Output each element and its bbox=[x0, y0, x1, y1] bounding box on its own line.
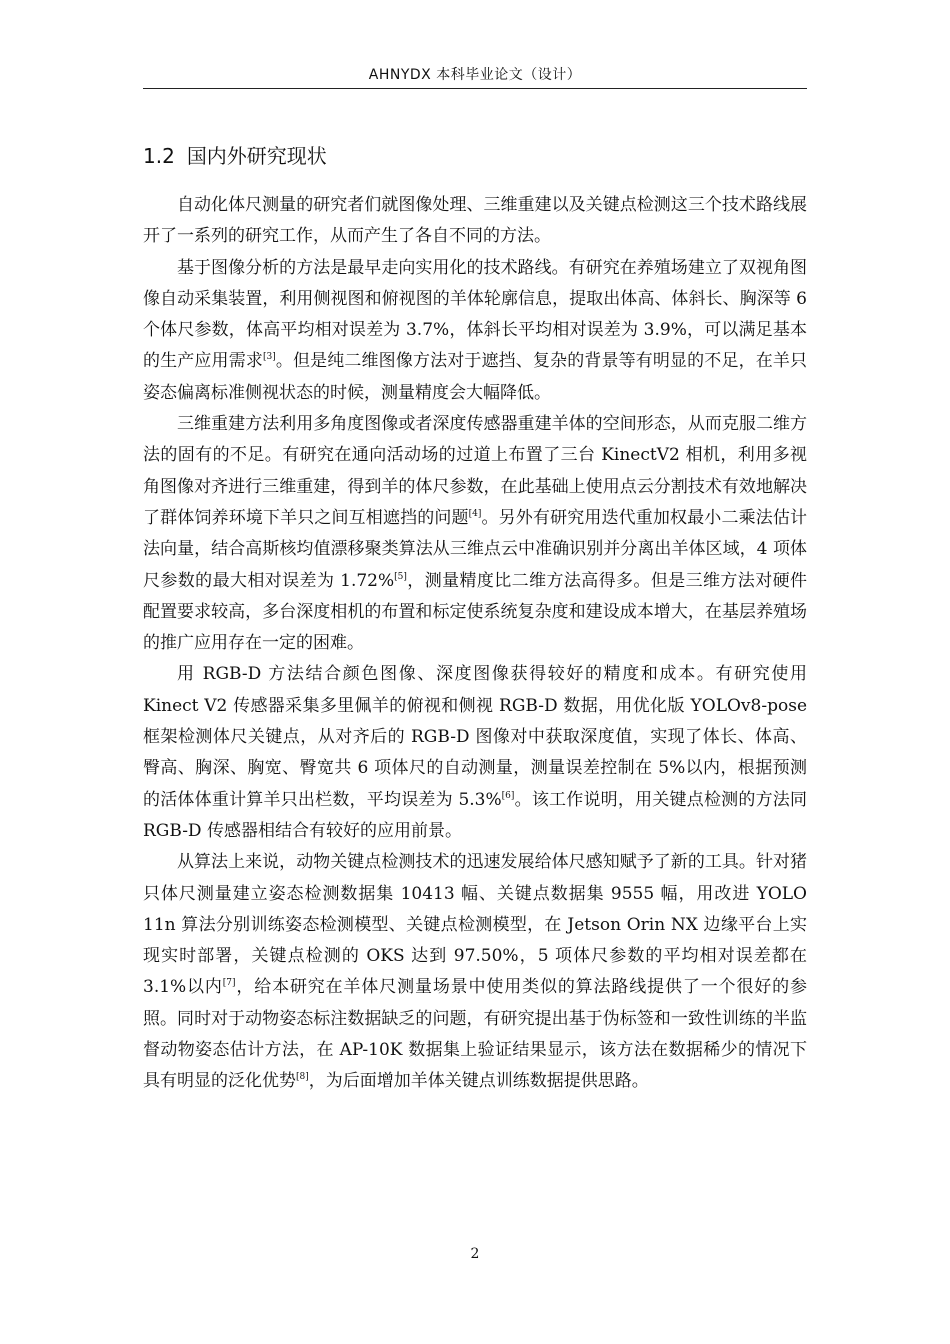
paragraph-text: ，给本研究在羊体尺测量场景中使用类似的算法路线提供了一个很好的参照。同时对于动物姿态标注数据缺乏的问题，有研究提出基于伪标签和一致性训练的半监督动物姿态估计方法，在 AP-10K 数据集上验证结果显示，该方法在数据稀少的情况下具有明显的泛化优势 bbox=[143, 977, 807, 1092]
running-header: AHNYDX 本科毕业论文（设计） bbox=[368, 67, 582, 83]
section-number: 1.2 bbox=[143, 144, 175, 168]
paragraph-text: 。另外有研究用迭代重加权最小二乘法估计法向量，结合高斯核均值漂移聚类算法从三维点云中准确识别并分离出羊体区域，4 项体尺参数的最大相对误差为 1.72% bbox=[143, 507, 807, 591]
citation: [4] bbox=[468, 508, 482, 519]
citation: [8] bbox=[296, 1072, 309, 1083]
citation: [5] bbox=[394, 571, 407, 582]
paragraph-text: ，为后面增加羊体关键点训练数据提供思路。 bbox=[308, 1071, 649, 1092]
section-title: 国内外研究现状 bbox=[186, 144, 327, 168]
section-heading bbox=[143, 140, 327, 169]
paragraph-text: 。但是纯二维图像方法对于遮挡、复杂的背景等有明显的不足，在羊只姿态偏离标准侧视状态的时候，测量精度会大幅降低。 bbox=[143, 351, 808, 403]
citation: [3] bbox=[262, 352, 276, 363]
paragraph-text: 三维重建方法利用多角度图像或者深度传感器重建羊体的空间形态，从而克服二维方法的固有的不足。有研究在通向活动场的过道上布置了三台 KinectV2 相机，利用多视角图像对齐进行三维重建，得到羊的体尺参数，在此基础上使用点云分割技术有效地解决了群体饲养环境下羊只之间互相遮挡的问题 bbox=[143, 414, 807, 528]
paragraph-text: 从算法上来说，动物关键点检测技术的迅速发展给体尺感知赋予了新的工具。针对猪只体尺测量建立姿态检测数据集 10413 幅、关键点数据集 9555 幅，用改进 YOLO 11n 算法分别训练姿态检测模型、关键点检测模型，在 Jetson Orin NX 边缘平台上实现实时部署，关键点检测的 OKS 达到 97.50%，5 项体尺参数的平均相对误差都在 3.1%以内 bbox=[143, 852, 807, 998]
paragraph-text: 基于图像分析的方法是最早走向实用化的技术路线。有研究在养殖场建立了双视角图像自动采集装置，利用侧视图和俯视图的羊体轮廓信息，提取出体高、体斜长、胸深等 6 个体尺参数，体高平均相对误差为 3.7%，体斜长平均相对误差为 3.9%，可以满足基本的生产应用需求 bbox=[143, 257, 807, 372]
citation: [6] bbox=[501, 790, 515, 801]
paragraph-text: 自动化体尺测量的研究者们就图像处理、三维重建以及关键点检测这三个技术路线展开了一系列的研究工作，从而产生了各自不同的方法。 bbox=[143, 195, 807, 247]
citation: [7] bbox=[222, 978, 236, 989]
paragraph bbox=[143, 659, 807, 847]
page-number: 2 bbox=[470, 1246, 480, 1262]
paragraph-text: ，测量精度比二维方法高得多。但是三维方法对硬件配置要求较高，多台深度相机的布置和标定使系统复杂度和建设成本增大，在基层养殖场的推广应用存在一定的困难。 bbox=[143, 570, 807, 654]
paragraph bbox=[143, 847, 807, 1097]
paragraph-text: 。该工作说明，用关键点检测的方法同 RGB-D 传感器相结合有较好的应用前景。 bbox=[143, 789, 808, 841]
header-rule bbox=[143, 88, 807, 89]
paragraph-text: 用 RGB-D 方法结合颜色图像、深度图像获得较好的精度和成本。有研究使用 Kinect V2 传感器采集多里佩羊的俯视和侧视 RGB-D 数据，用优化版 YOLOv8-pose 框架检测体尺关键点，从对齐后的 RGB-D 图像对中获取深度值，实现了体长、体高、臀高、胸深、胸宽、臀宽共 6 项体尺的自动测量，测量误差控制在 5%以内，根据预测的活体体重计算羊只出栏数，平均误差为 5.3% bbox=[143, 664, 807, 810]
paragraph bbox=[143, 409, 807, 659]
paragraph bbox=[143, 253, 807, 409]
body-text bbox=[143, 190, 807, 1098]
paragraph bbox=[143, 190, 807, 253]
